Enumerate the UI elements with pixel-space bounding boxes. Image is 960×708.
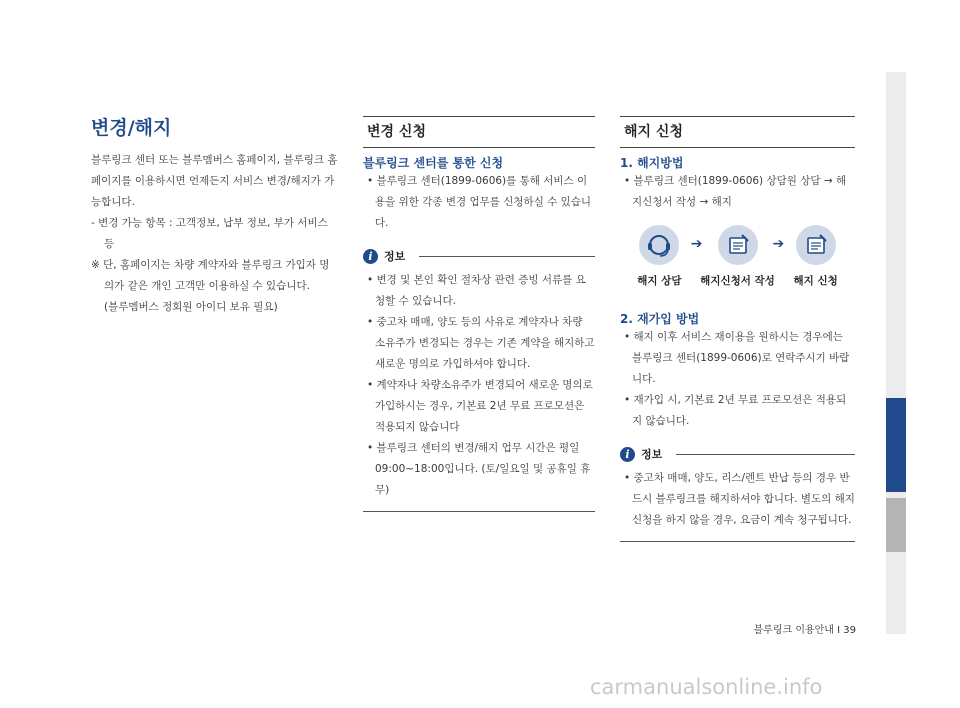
info-label: 정보 (384, 250, 406, 263)
arrow-right-icon: ➔ (690, 236, 703, 252)
section-header: 변경 신청 (363, 116, 595, 148)
bullet-item: • 해지 이후 서비스 재이용을 원하시는 경우에는 블루링크 센터(1899-0606)로 연락주시기 바랍니다. (620, 327, 855, 390)
info-bullet: • 계약자나 차량소유주가 변경되어 새로운 명의로 가입하시는 경우, 기본료 2년 무료 프로모션은 적용되지 않습니다 (363, 375, 595, 438)
headset-icon (639, 225, 679, 265)
membership-note: (블루멤버스 정회원 아이디 보유 필요) (104, 301, 278, 313)
cancel-steps (628, 225, 847, 288)
divider (363, 511, 595, 512)
homepage-note: ※ 단, 홈페이지는 차량 계약자와 블루링크 가입자 명의가 같은 개인 고객만 이용하실 수 있습니다. (91, 259, 330, 292)
info-bullet: • 변경 및 본인 확인 절차상 관련 증빙 서류를 요청할 수 있습니다. (363, 270, 595, 312)
info-icon: i (620, 447, 635, 462)
bullet-item: • 재가입 시, 기본료 2년 무료 프로모션은 적용되지 않습니다. (620, 390, 855, 432)
info-header (620, 446, 855, 462)
step-form (700, 225, 775, 288)
subsection-title: 블루링크 센터를 통한 신청 (363, 156, 504, 170)
chapter-tab-active (886, 398, 906, 492)
arrow-right-icon: ➔ (772, 236, 785, 252)
page-footer: 블루링크 이용안내 I 39 (753, 625, 856, 636)
intro-paragraph: 블루링크 센터 또는 블루멤버스 홈페이지, 블루링크 홈페이지를 이용하시면 언제든지 서비스 변경/해지가 가능합니다. (91, 154, 338, 208)
divider (676, 454, 855, 455)
intro-column (91, 150, 339, 318)
info-label: 정보 (641, 448, 663, 461)
change-request-section (363, 116, 595, 512)
info-bullet: • 중고차 매매, 양도 등의 사유로 계약자나 차량 소유주가 변경되는 경우는 기존 계약을 해지하고 새로운 명의로 가입하셔야 합니다. (363, 312, 595, 375)
step-consult (628, 225, 691, 288)
divider (620, 541, 855, 542)
section-header: 해지 신청 (620, 116, 855, 148)
info-icon: i (363, 249, 378, 264)
subsection-title: 2. 재가입 방법 (620, 312, 700, 326)
document-pen-icon (796, 225, 836, 265)
step-label: 해지 신청 (793, 275, 838, 287)
step-cancel (784, 225, 847, 288)
document-pen-icon (718, 225, 758, 265)
step-label: 해지 상담 (637, 275, 682, 287)
step-label: 해지신청서 작성 (700, 275, 775, 287)
changeable-items: - 변경 가능 항목 : 고객정보, 납부 정보, 부가 서비스 등 (91, 217, 328, 250)
cancel-request-section (620, 116, 855, 542)
info-bullet: • 블루링크 센터의 변경/해지 업무 시간은 평일 09:00~18:00입니다. (토/일요일 및 공휴일 휴무) (363, 438, 595, 501)
chapter-tab (886, 498, 906, 552)
bullet-item: • 블루링크 센터(1899-0606)를 통해 서비스 이용을 위한 각종 변경 업무를 신청하실 수 있습니다. (363, 171, 595, 234)
watermark: carmanualsonline.info (590, 675, 823, 699)
page-title: 변경/해지 (91, 117, 172, 139)
bullet-item: • 블루링크 센터(1899-0606) 상담원 상담 → 해지신청서 작성 → 해지 (620, 171, 855, 213)
info-bullet: • 중고차 매매, 양도, 리스/렌트 반납 등의 경우 반드시 블루링크를 해지하셔야 합니다. 별도의 해지 신청을 하지 않을 경우, 요금이 계속 청구됩니다. (620, 468, 855, 531)
subsection-title: 1. 해지방법 (620, 156, 684, 170)
info-header (363, 248, 595, 264)
divider (419, 256, 595, 257)
